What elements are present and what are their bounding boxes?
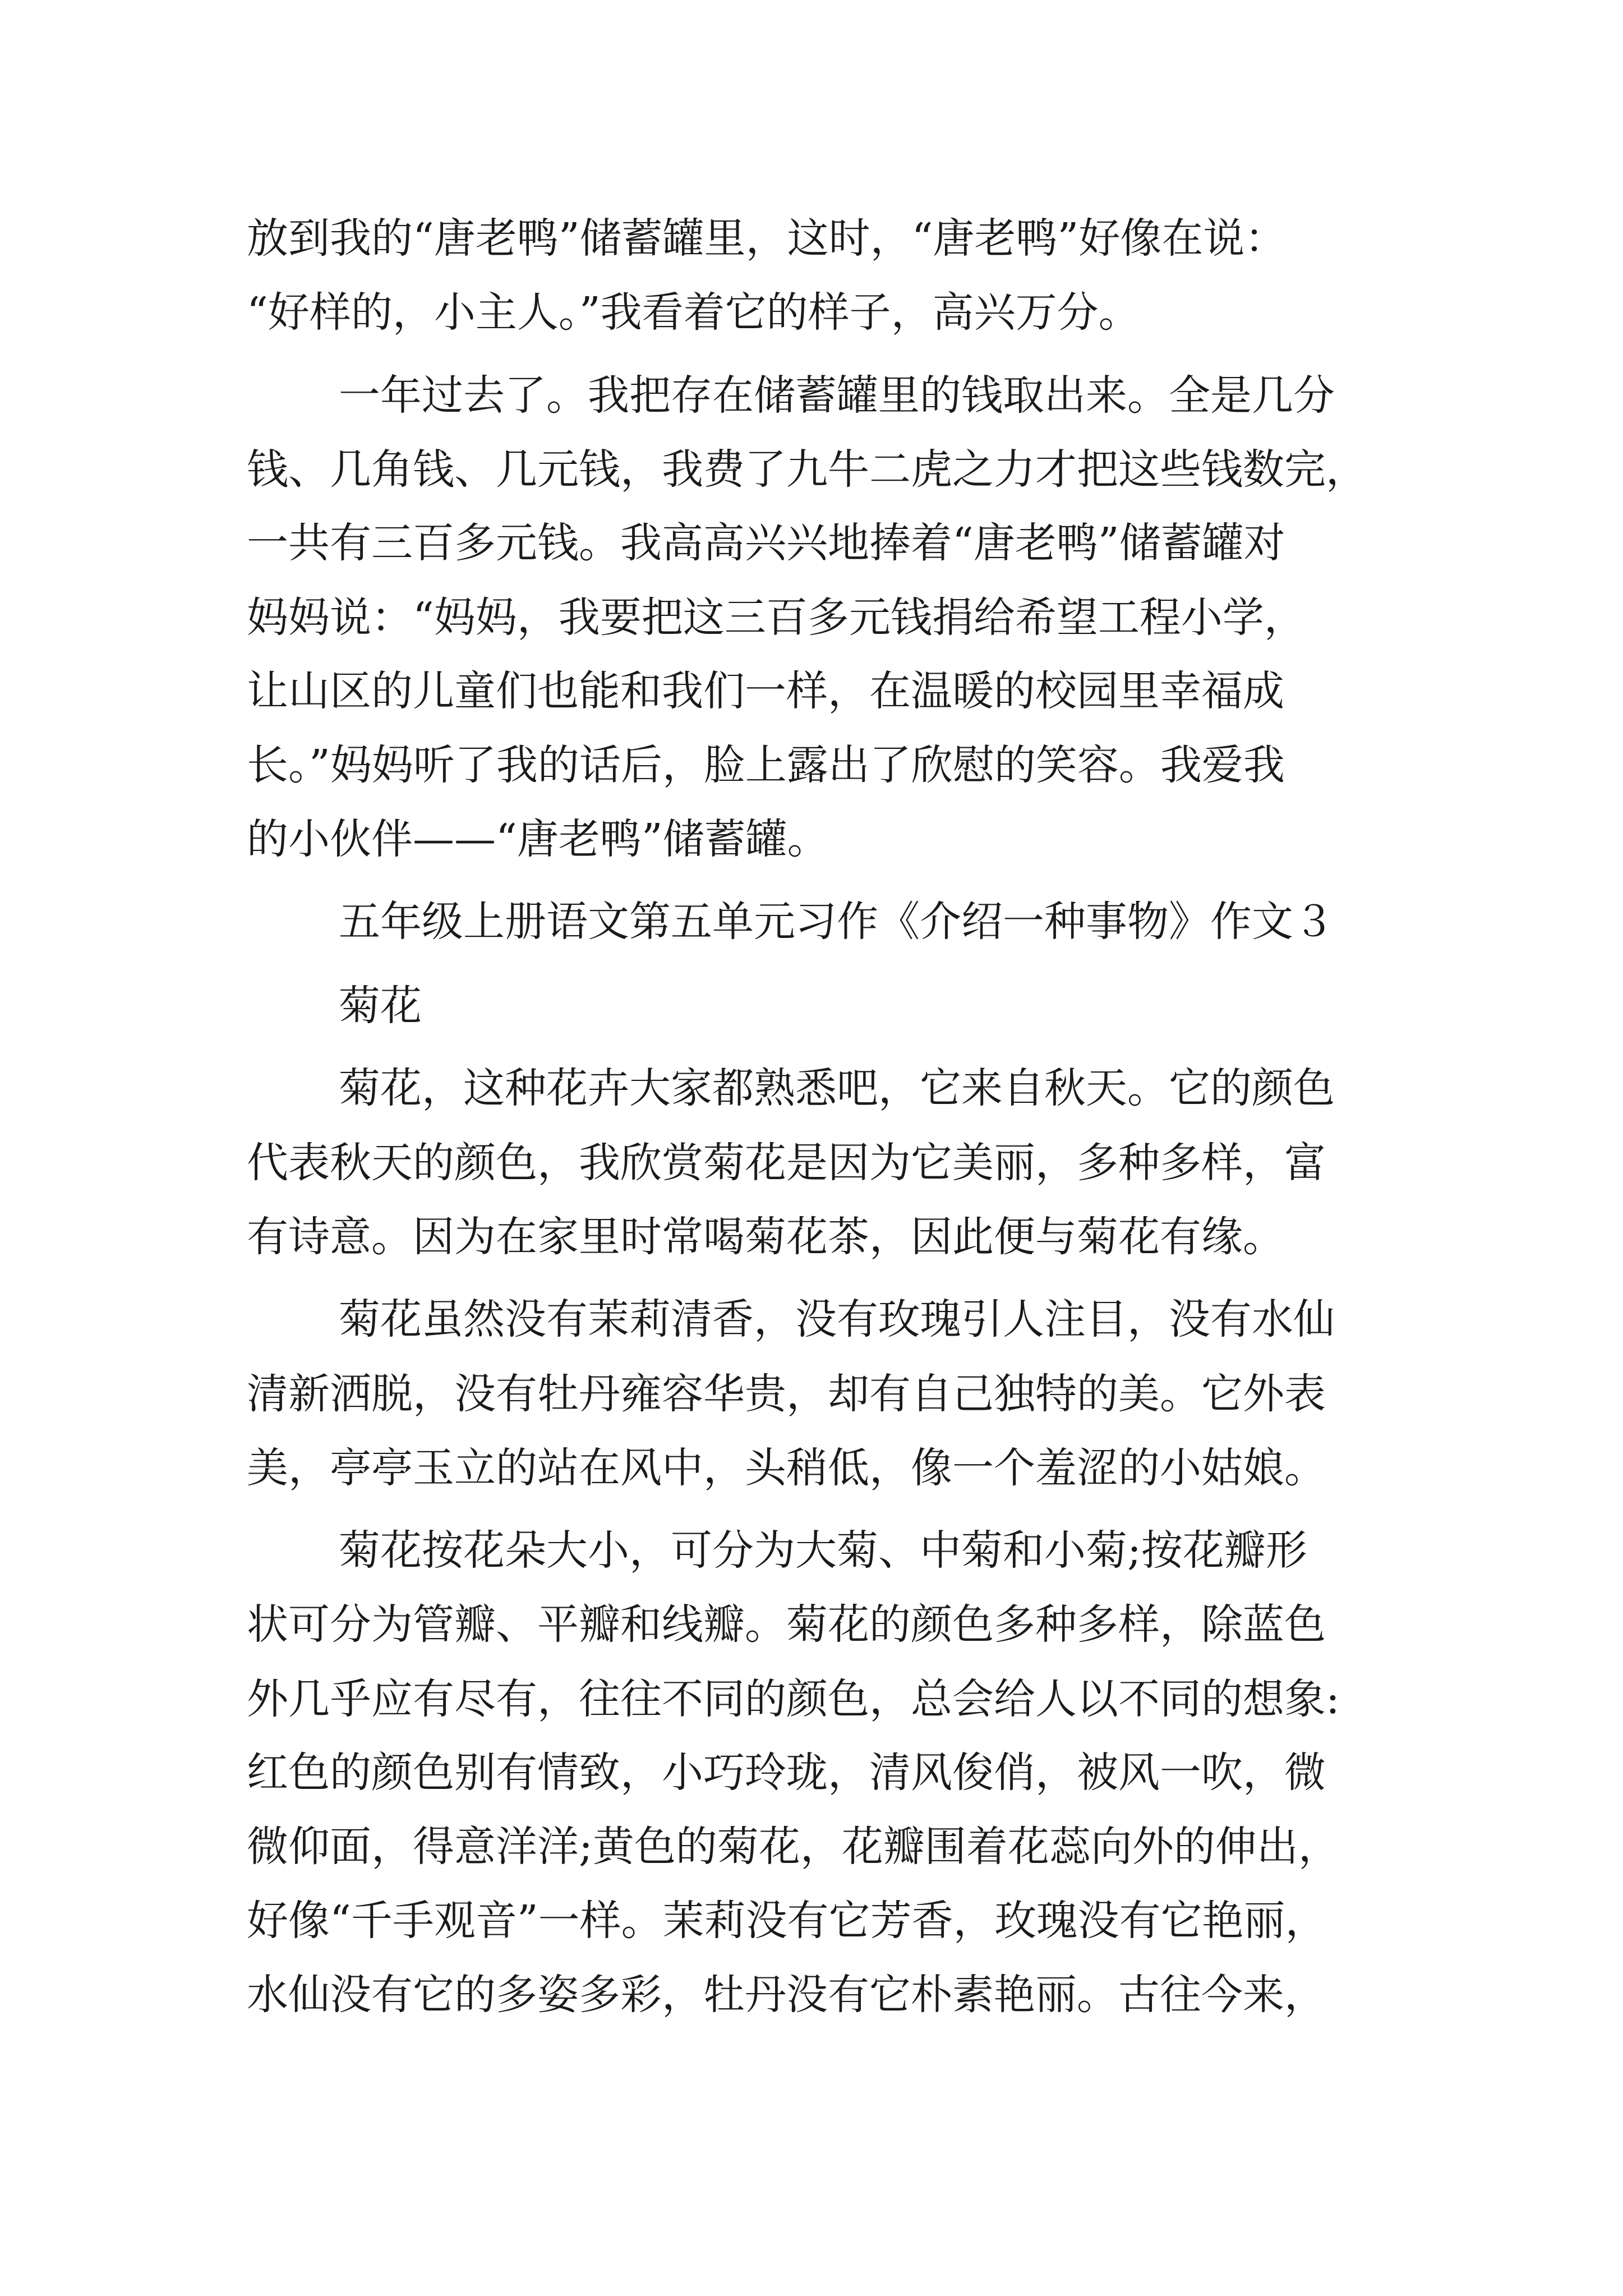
text-line: 外几乎应有尽有，往往不同的颜色，总会给人以不同的想象: (247, 1675, 1340, 1723)
paragraph-first-line: 菊花按花朵大小，可分为大菊、中菊和小菊;按花瓣形 (339, 1526, 1307, 1575)
text-line: 清新洒脱，没有牡丹雍容华贵，却有自己独特的美。它外表 (247, 1370, 1326, 1418)
section-heading: 五年级上册语文第五单元习作《介绍一种事物》作文３ (339, 898, 1335, 946)
text-line: 微仰面，得意洋洋;黄色的菊花，花瓣围着花蕊向外的伸出， (247, 1823, 1340, 1871)
paragraph-first-line: 一年过去了。我把存在储蓄罐里的钱取出来。全是几分 (339, 371, 1335, 420)
text-line: 一共有三百多元钱。我高高兴兴地捧着“唐老鸭”储蓄罐对 (247, 519, 1285, 567)
text-line: 美，亭亭玉立的站在风中，头稍低，像一个羞涩的小姑娘。 (247, 1444, 1326, 1492)
text-line: 放到我的“唐老鸭”储蓄罐里，这时，“唐老鸭”好像在说： (247, 214, 1287, 263)
text-line: 的小伙伴——“唐老鸭”储蓄罐。 (247, 815, 829, 863)
paragraph-first-line: 菊花虽然没有茉莉清香，没有玫瑰引人注目，没有水仙 (339, 1295, 1335, 1343)
essay-title: 菊花 (339, 982, 422, 1030)
text-line: 代表秋天的颜色，我欣赏菊花是因为它美丽，多种多样，富 (247, 1139, 1326, 1187)
paragraph-first-line: 菊花，这种花卉大家都熟悉吧，它来自秋天。它的颜色 (339, 1064, 1335, 1112)
text-line: 有诗意。因为在家里时常喝菊花茶，因此便与菊花有缘。 (247, 1213, 1284, 1261)
text-line: 红色的颜色别有情致，小巧玲珑，清风俊俏，被风一吹，微 (247, 1749, 1326, 1797)
text-line: 好像“千手观音”一样。茉莉没有它芳香，玫瑰没有它艳丽， (247, 1897, 1327, 1945)
text-line: 妈妈说：“妈妈，我要把这三百多元钱捐给希望工程小学， (247, 593, 1306, 642)
text-line: “好样的，小主人。”我看着它的样子，高兴万分。 (247, 288, 1140, 337)
text-line: 状可分为管瓣、平瓣和线瓣。菊花的颜色多种多样，除蓝色 (247, 1600, 1326, 1649)
text-line: 长。”妈妈听了我的话后，脸上露出了欣慰的笑容。我爱我 (247, 741, 1285, 789)
text-line: 钱、几角钱、几元钱，我费了九牛二虎之力才把这些钱数完， (247, 445, 1367, 494)
text-line: 水仙没有它的多姿多彩，牡丹没有它朴素艳丽。古往今来， (247, 1971, 1326, 2019)
text-line: 让山区的儿童们也能和我们一样，在温暖的校园里幸福成 (247, 667, 1284, 715)
